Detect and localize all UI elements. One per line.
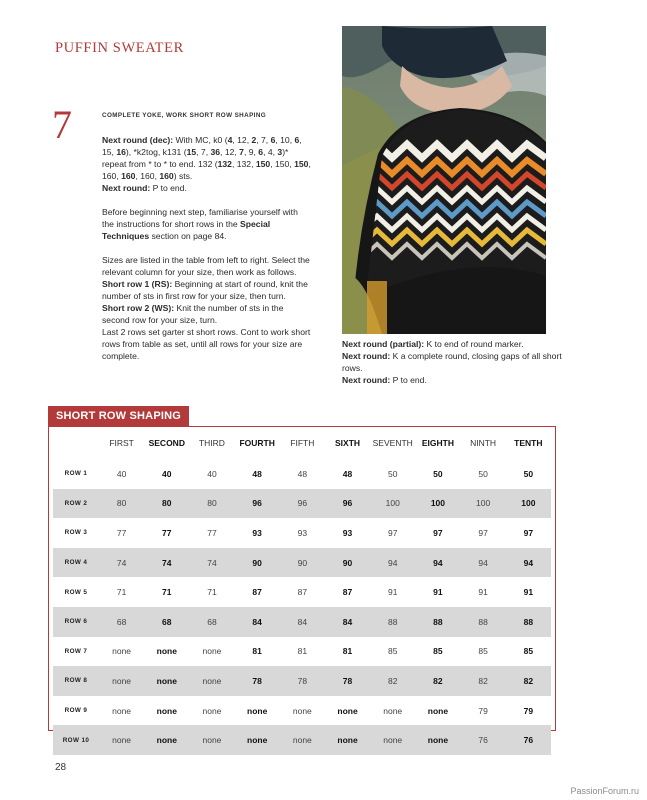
table-cell: none xyxy=(383,705,403,716)
table-cell: none xyxy=(280,725,325,755)
text-run: Before beginning next step, familiarise yourself with the instructions for short rows in the xyxy=(102,207,298,229)
table-cell: 97 xyxy=(433,527,443,538)
table-cell: 88 xyxy=(370,607,415,637)
table-cell: 87 xyxy=(297,587,308,598)
corner-cell xyxy=(53,427,99,459)
table-cell: 77 xyxy=(162,527,172,538)
bold-text-run: 150 xyxy=(294,159,309,169)
table-cell: 90 xyxy=(280,548,325,578)
table-cell: 90 xyxy=(235,548,280,578)
bold-text-run: 3 xyxy=(277,147,283,157)
table-cell: 80 xyxy=(144,489,189,519)
text-run: K a complete round, closing gaps of all short rows. xyxy=(342,351,562,373)
table-cell: 88 xyxy=(415,607,460,637)
table-cell: 94 xyxy=(506,548,551,578)
row-label: ROW 6 xyxy=(53,607,99,637)
table-cell: 91 xyxy=(387,587,398,598)
table-cell: none xyxy=(427,705,449,716)
table-cell: 40 xyxy=(116,468,127,479)
table-cell: 76 xyxy=(506,725,551,755)
table-cell: 91 xyxy=(523,587,534,598)
bold-text-run: Next round (partial): xyxy=(342,339,425,349)
table-cell: 96 xyxy=(325,489,370,519)
text-run: , 132, xyxy=(231,159,256,169)
header-cell: FIFTH xyxy=(290,438,315,448)
table-row xyxy=(53,548,551,578)
text-run: , 9, xyxy=(243,147,259,157)
table-cell: 79 xyxy=(478,705,488,716)
table-cell: 81 xyxy=(297,646,308,657)
table-cell: 97 xyxy=(387,527,398,538)
table-cell: 100 xyxy=(415,489,460,519)
table-cell: 94 xyxy=(461,548,506,578)
text-run: , 12, xyxy=(232,135,252,145)
table-cell: 40 xyxy=(162,468,172,479)
page-number: 28 xyxy=(55,762,67,773)
text-run: )* repeat from * to * to end. 132 ( xyxy=(102,147,289,169)
table-header-row xyxy=(53,427,551,459)
bold-text-run: 4 xyxy=(227,135,233,145)
text-run: Last 2 rows set garter st short rows. Cont to work short rows from table as set, until all rows for your size are complete. xyxy=(102,327,311,361)
table-cell: 71 xyxy=(116,587,127,598)
table-cell: 68 xyxy=(99,607,144,637)
table-body xyxy=(53,459,551,755)
table-cell: none xyxy=(202,646,222,657)
text-run: P to end. xyxy=(150,183,187,193)
table-cell: 96 xyxy=(235,489,280,519)
table-row xyxy=(53,518,551,548)
table-cell: none xyxy=(337,705,358,716)
text-run: , 12, xyxy=(220,147,240,157)
table-cell: none xyxy=(292,705,312,716)
table-title: SHORT ROW SHAPING xyxy=(48,406,189,427)
row-label: ROW 10 xyxy=(53,725,99,755)
table-cell: 100 xyxy=(506,489,551,519)
table-cell: 40 xyxy=(207,468,217,479)
bold-text-run: Next round: xyxy=(102,183,151,193)
table-cell: 85 xyxy=(478,646,488,657)
table-cell: none xyxy=(112,646,132,657)
header-cell: TENTH xyxy=(514,438,543,448)
text-run: P to end. xyxy=(390,375,427,385)
table-cell: 82 xyxy=(506,666,551,696)
table-cell: 50 xyxy=(433,468,443,479)
bold-text-run: 150 xyxy=(255,159,271,169)
table-row xyxy=(53,696,551,726)
table-cell: 74 xyxy=(144,548,189,578)
table-cell: 48 xyxy=(297,468,308,479)
table-cell: 71 xyxy=(162,587,172,598)
table-cell: none xyxy=(99,666,144,696)
instruction-paragraph-short-rows xyxy=(102,254,312,362)
table-cell: 68 xyxy=(144,607,189,637)
table-cell: 91 xyxy=(433,587,443,598)
step-number: 7 xyxy=(52,102,72,147)
table-row xyxy=(53,637,551,667)
page-title: PUFFIN SWEATER xyxy=(55,40,184,56)
table-cell: none xyxy=(235,725,280,755)
header-cell: THIRD xyxy=(198,438,225,448)
table-cell: none xyxy=(156,646,177,657)
header-cell: EIGHTH xyxy=(421,438,454,448)
table-cell: none xyxy=(202,705,222,716)
table-row xyxy=(53,489,551,519)
text-run: Sizes are listed in the table from left to right. Select the relevant column for your size, then work as follows. xyxy=(102,255,310,277)
table-cell: 48 xyxy=(342,468,353,479)
table-row xyxy=(53,607,551,637)
text-run: K to end of round marker. xyxy=(424,339,524,349)
table-cell: none xyxy=(370,725,415,755)
row-label: ROW 9 xyxy=(64,707,88,715)
table-cell: 76 xyxy=(461,725,506,755)
row-label: ROW 4 xyxy=(53,548,99,578)
table-cell: none xyxy=(156,705,177,716)
table-cell: none xyxy=(144,725,189,755)
table-cell: 68 xyxy=(189,607,234,637)
text-run: With MC, k0 ( xyxy=(173,135,228,145)
table-cell: 94 xyxy=(370,548,415,578)
table-cell: 87 xyxy=(342,587,353,598)
table-cell: 97 xyxy=(523,527,534,538)
table-cell: 78 xyxy=(235,666,280,696)
bold-text-run: 2 xyxy=(251,135,257,145)
table-cell: 85 xyxy=(523,646,534,657)
header-cell: SEVENTH xyxy=(372,438,413,448)
text-run: , 10, xyxy=(275,135,295,145)
row-label: ROW 1 xyxy=(64,470,88,478)
text-run: ), *k2tog, k131 ( xyxy=(125,147,187,157)
text-run: , 160, xyxy=(135,171,160,181)
instruction-paragraph-note xyxy=(102,206,312,242)
table-cell: 82 xyxy=(370,666,415,696)
table-cell: 94 xyxy=(415,548,460,578)
watermark: PassionForum.ru xyxy=(570,786,639,796)
table-cell: 88 xyxy=(461,607,506,637)
bold-text-run: 160 xyxy=(121,171,136,181)
header-cell: FOURTH xyxy=(239,438,275,448)
bold-text-run: Next round (dec): xyxy=(102,135,174,145)
table-cell: 85 xyxy=(433,646,443,657)
table-cell: 84 xyxy=(235,607,280,637)
header-cell: SIXTH xyxy=(335,438,361,448)
text-run: , 7, xyxy=(256,135,271,145)
table-cell: 74 xyxy=(99,548,144,578)
text-run: section on page 84. xyxy=(149,231,227,241)
table-cell: 50 xyxy=(478,468,488,479)
table-cell: 77 xyxy=(207,527,217,538)
bold-text-run: 6 xyxy=(258,147,264,157)
step-heading: COMPLETE YOKE, WORK SHORT ROW SHAPING xyxy=(102,112,267,119)
table-cell: 74 xyxy=(189,548,234,578)
bold-text-run: 6 xyxy=(294,135,300,145)
table-cell: 100 xyxy=(461,489,506,519)
bold-text-run: Special Techniques xyxy=(102,219,271,241)
sweater-photo xyxy=(342,26,546,334)
table-cell: 80 xyxy=(189,489,234,519)
text-run: , 7, xyxy=(196,147,211,157)
row-label: ROW 8 xyxy=(53,666,99,696)
table-cell: 80 xyxy=(99,489,144,519)
short-row-table xyxy=(48,426,556,746)
bold-text-run: 160 xyxy=(159,171,174,181)
table-cell: 79 xyxy=(523,705,534,716)
table-cell: none xyxy=(247,705,268,716)
text-run: , 160, xyxy=(102,159,311,181)
table-row xyxy=(53,577,551,607)
sweater-yoke-illustration xyxy=(342,26,546,334)
bold-text-run: 16 xyxy=(116,147,126,157)
table-cell: none xyxy=(99,725,144,755)
table-cell: 50 xyxy=(387,468,398,479)
bold-text-run: Short row 2 (WS): xyxy=(102,303,175,313)
bold-text-run: 15 xyxy=(186,147,197,157)
bold-text-run: 7 xyxy=(239,147,244,157)
text-run: Beginning at start of round, knit the number of sts in first row for your size, then turn. xyxy=(102,279,308,301)
row-label: ROW 5 xyxy=(64,588,88,596)
table-row xyxy=(53,459,551,489)
bold-text-run: Next round: xyxy=(342,375,391,385)
text-run: ) sts. xyxy=(173,171,193,181)
table-cell: 93 xyxy=(342,527,353,538)
table-cell: 88 xyxy=(506,607,551,637)
text-run: , 150, xyxy=(270,159,295,169)
bold-text-run: 36 xyxy=(210,147,221,157)
table-cell: 97 xyxy=(478,527,488,538)
table-cell: 93 xyxy=(252,527,262,538)
bold-text-run: 6 xyxy=(270,135,276,145)
table-cell: 84 xyxy=(280,607,325,637)
row-label: ROW 3 xyxy=(64,529,88,537)
table-cell: 87 xyxy=(252,587,262,598)
table-cell: 82 xyxy=(461,666,506,696)
table-cell: 100 xyxy=(370,489,415,519)
table-cell: 78 xyxy=(325,666,370,696)
table-row xyxy=(53,725,551,755)
table-cell: 81 xyxy=(342,646,353,657)
table-cell: 78 xyxy=(280,666,325,696)
bold-text-run: 132 xyxy=(217,159,232,169)
table-cell: 84 xyxy=(325,607,370,637)
header-cell: SECOND xyxy=(148,438,185,448)
bold-text-run: Next round: xyxy=(342,351,391,361)
text-run: , 4, xyxy=(263,147,278,157)
bold-text-run: Short row 1 (RS): xyxy=(102,279,173,289)
text-run: Knit the number of sts in the second row for your size, turn. xyxy=(102,303,284,325)
table-cell: 77 xyxy=(116,527,127,538)
table-cell: 85 xyxy=(387,646,398,657)
table-cell: 90 xyxy=(325,548,370,578)
table-cell: 48 xyxy=(252,468,262,479)
row-label: ROW 7 xyxy=(64,647,88,655)
row-label: ROW 2 xyxy=(53,489,99,519)
table-cell: 93 xyxy=(297,527,308,538)
table-row xyxy=(53,666,551,696)
header-cell: FIRST xyxy=(109,438,134,448)
table-cell: none xyxy=(189,725,234,755)
table-cell: none xyxy=(325,725,370,755)
table-cell: 81 xyxy=(252,646,262,657)
header-cell: NINTH xyxy=(470,438,497,448)
instruction-paragraph-decrease xyxy=(102,134,312,194)
table-cell: none xyxy=(112,705,132,716)
table-cell: 96 xyxy=(280,489,325,519)
table-cell: 71 xyxy=(207,587,217,598)
table-cell: none xyxy=(415,725,460,755)
table-cell: 91 xyxy=(478,587,488,598)
table-cell: none xyxy=(189,666,234,696)
table-cell: none xyxy=(144,666,189,696)
table-cell: 82 xyxy=(415,666,460,696)
table-cell: 50 xyxy=(523,468,534,479)
text-run: , 15, xyxy=(102,135,302,157)
instruction-paragraph-finish xyxy=(342,338,572,386)
